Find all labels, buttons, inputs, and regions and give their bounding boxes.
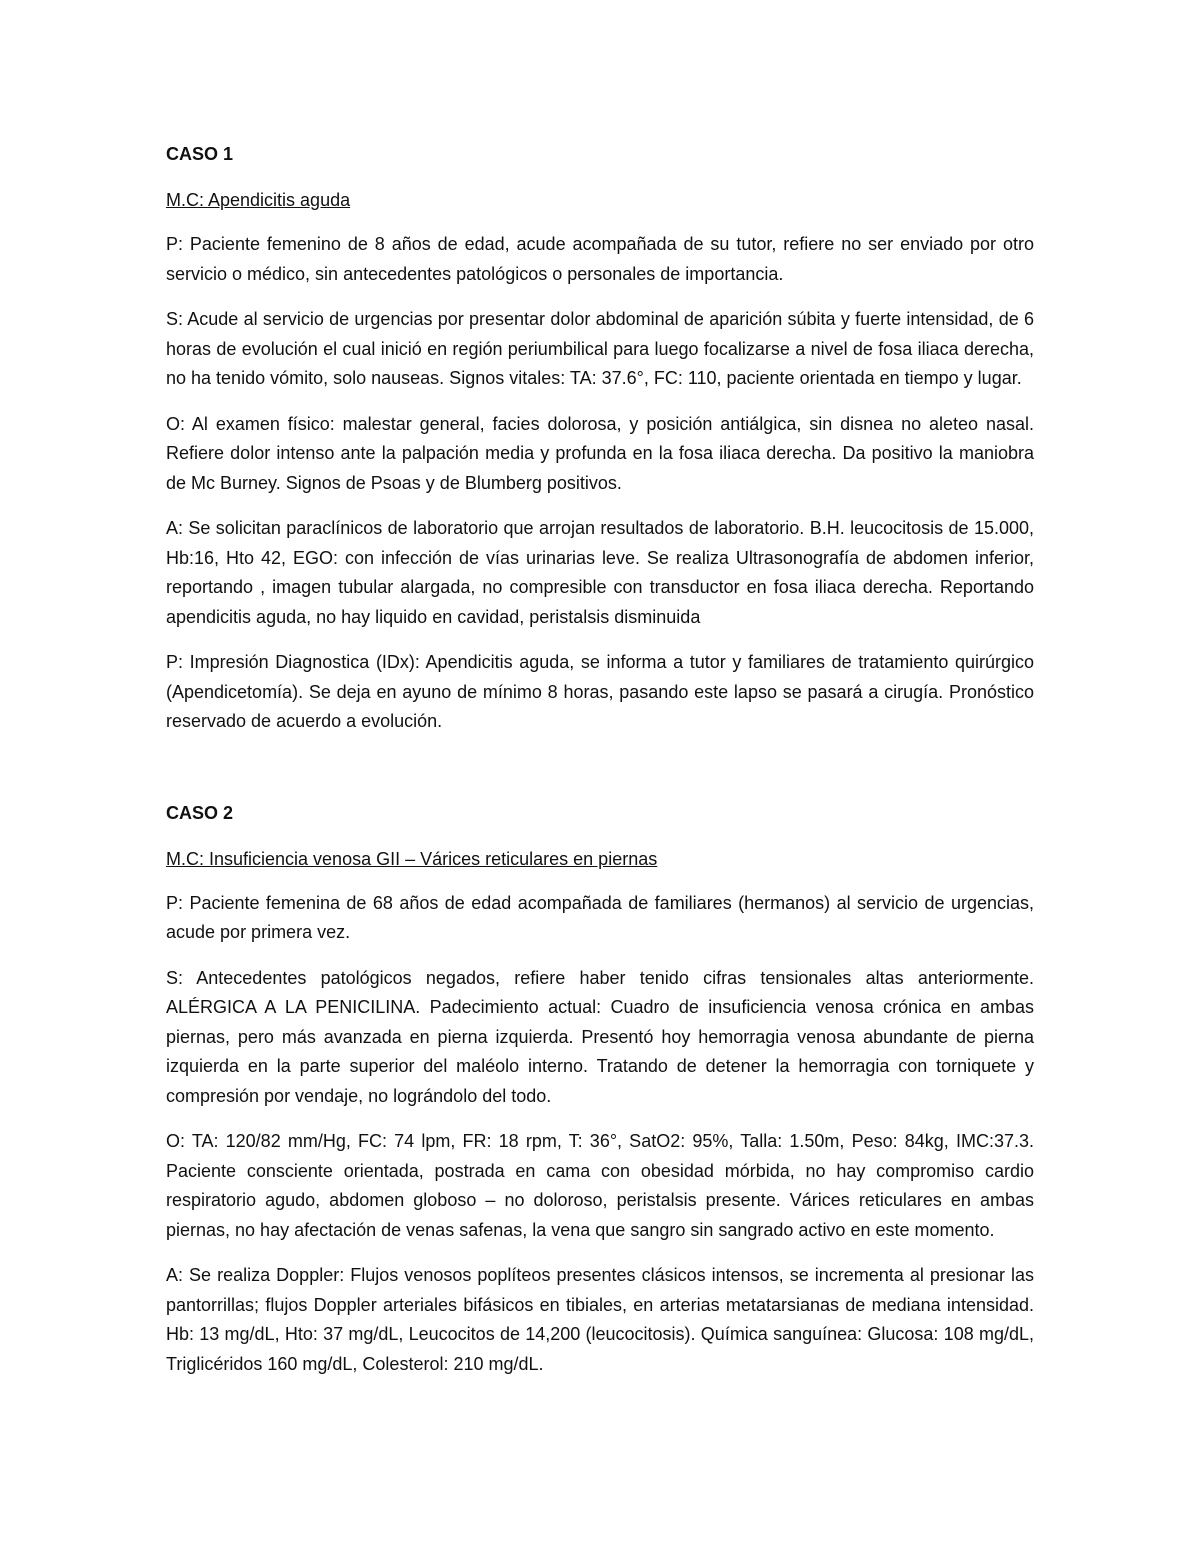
case-paragraph-plan: P: Impresión Diagnostica (IDx): Apendicitis aguda, se informa a tutor y familiares de tratamiento quirúrgico (Apendicetomía). Se deja en ayuno de mínimo 8 horas, pasando este lapso se pasará a cirugía. Pronóstico reservado de acuerdo a evolución. xyxy=(166,652,1034,731)
case-1 xyxy=(166,140,1034,737)
document-page xyxy=(166,140,1034,1379)
case-paragraph-s: S: Acude al servicio de urgencias por presentar dolor abdominal de aparición súbita y fuerte intensidad, de 6 horas de evolución el cual inició en región periumbilical para luego focalizarse a nivel de fosa iliaca derecha, no ha tenido vómito, solo nauseas. Signos vitales: TA: 37.6°, FC: 110, paciente orientada en tiempo y lugar. xyxy=(166,309,1034,388)
case-2 xyxy=(166,799,1034,1380)
case-paragraph-a: A: Se solicitan paraclínicos de laboratorio que arrojan resultados de laboratorio. B.H. leucocitosis de 15.000, Hb:16, Hto 42, EGO: con infección de vías urinarias leve. Se realiza Ultrasonografía de abdomen inferior, reportando , imagen tubular alargada, no compresible con transductor en fosa iliaca derecha. Reportando apendicitis aguda, no hay liquido en cavidad, peristalsis disminuida xyxy=(166,518,1034,627)
case-diagnosis-heading: M.C: Insuficiencia venosa GII – Várices reticulares en piernas xyxy=(166,848,658,869)
case-paragraph-o: O: Al examen físico: malestar general, facies dolorosa, y posición antiálgica, sin disnea no aleteo nasal. Refiere dolor intenso ante la palpación media y profunda en la fosa iliaca derecha. Da positivo la maniobra de Mc Burney. Signos de Psoas y de Blumberg positivos. xyxy=(166,413,1034,493)
case-paragraph-p: P: Paciente femenino de 8 años de edad, acude acompañada de su tutor, refiere no ser enviado por otro servicio o médico, sin antecedentes patológicos o personales de importancia. xyxy=(166,234,1034,284)
case-title: CASO 2 xyxy=(166,802,234,823)
case-diagnosis-heading: M.C: Apendicitis aguda xyxy=(166,190,351,210)
case-paragraph-o: O: TA: 120/82 mm/Hg, FC: 74 lpm, FR: 18 rpm, T: 36°, SatO2: 95%, Talla: 1.50m, Peso: 84kg, IMC:37.3. Paciente consciente orientada, postrada en cama con obesidad mórbida, no hay compromiso cardio respiratorio agudo, abdomen globoso – no doloroso, peristalsis presente. Várices reticulares en ambas piernas, no hay afectación de venas safenas, la vena que sangro sin sangrado activo en este momento. xyxy=(166,1131,1034,1240)
case-paragraph-s: S: Antecedentes patológicos negados, refiere haber tenido cifras tensionales altas anteriormente. ALÉRGICA A LA PENICILINA. Padecimiento actual: Cuadro de insuficiencia venosa crónica en ambas piernas, pero más avanzada en pierna izquierda. Presentó hoy hemorragia venosa abundante de pierna izquierda en la parte superior del maléolo interno. Tratando de detener la hemorragia con torniquete y compresión por vendaje, no lográndolo del todo. xyxy=(166,967,1034,1106)
case-paragraph-p: P: Paciente femenina de 68 años de edad acompañada de familiares (hermanos) al servicio de urgencias, acude por primera vez. xyxy=(166,892,1034,942)
case-title: CASO 1 xyxy=(166,144,234,164)
case-paragraph-a: A: Se realiza Doppler: Flujos venosos poplíteos presentes clásicos intensos, se incrementa al presionar las pantorrillas; flujos Doppler arteriales bifásicos en tibiales, en arterias metatarsianas de mediana intensidad. Hb: 13 mg/dL, Hto: 37 mg/dL, Leucocitos de 14,200 (leucocitosis). Química sanguínea: Glucosa: 108 mg/dL, Triglicéridos 160 mg/dL, Colesterol: 210 mg/dL. xyxy=(166,1265,1034,1374)
